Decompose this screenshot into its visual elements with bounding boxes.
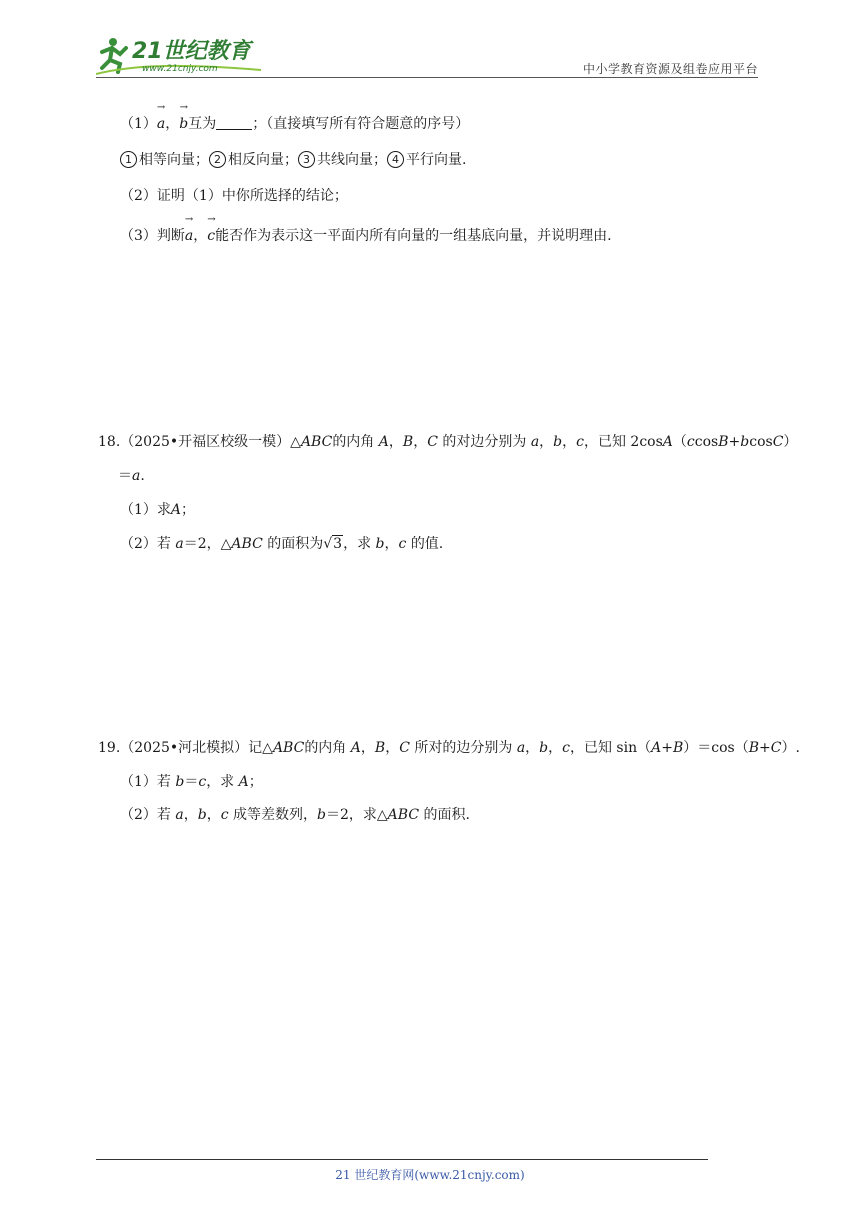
question-source: （2025•河北模拟） [120, 740, 249, 756]
page-header [96, 30, 758, 80]
q18-stem: 18.（2025•开福区校级一模）△ABC的内角 A，B，C 的对边分别为 a，b，c，已知 2cosA（ccosB+bcosC） [98, 434, 798, 450]
q17-part2: （2）证明（1）中你所选择的结论； [120, 188, 348, 204]
q17-options [120, 150, 466, 170]
footer-divider [96, 1159, 708, 1160]
q17-part3: （3）判断→ a，→ c能否作为表示这一平面内所有向量的一组基底向量，并说明理由. [120, 226, 612, 246]
header-divider [96, 77, 758, 78]
sqrt-expression: √3 [323, 536, 343, 552]
question-number: 19. [98, 740, 121, 756]
answer-blank [216, 115, 252, 130]
vector-a: → a [185, 226, 193, 246]
vector-a: → a [157, 114, 165, 134]
question-source: （2025•开福区校级一模） [120, 434, 291, 450]
q17-part1: （1）→ a，→ b互为 ；（直接填写所有符合题意的序号） [120, 114, 469, 134]
option-4: 4 平行向量. [387, 152, 466, 168]
q19-stem: 19.（2025•河北模拟）记△ABC的内角 A，B，C 所对的边分别为 a，b，c，已知 sin（A+B）＝cos（B+C）. [98, 740, 800, 756]
vector-c: → c [207, 226, 215, 246]
question-number: 18. [98, 434, 121, 450]
svg-text:www.21cnjy.com: www.21cnjy.com [142, 64, 218, 74]
vector-b: → b [179, 114, 188, 134]
q19-part2: （2）若 a，b，c 成等差数列，b＝2，求△ABC 的面积. [120, 807, 470, 823]
svg-text:21世纪教育: 21世纪教育 [132, 39, 251, 64]
option-2: 2 相反向量； [209, 152, 298, 168]
option-3: 3 共线向量； [298, 152, 387, 168]
q18-part1: （1）求A； [120, 502, 196, 518]
site-logo [96, 34, 266, 78]
footer-link[interactable]: 21 世纪教育网(www.21cnjy.com) [335, 1168, 525, 1182]
q18-stem-cont: ＝a. [118, 468, 145, 484]
platform-name: 中小学教育资源及组卷应用平台 [582, 62, 758, 76]
q18-part2: （2）若 a＝2，△ABC 的面积为√3，求 b，c 的值. [120, 536, 444, 552]
q19-part1: （1）若 b＝c，求 A； [120, 774, 263, 790]
option-1: 1 相等向量； [120, 152, 209, 168]
